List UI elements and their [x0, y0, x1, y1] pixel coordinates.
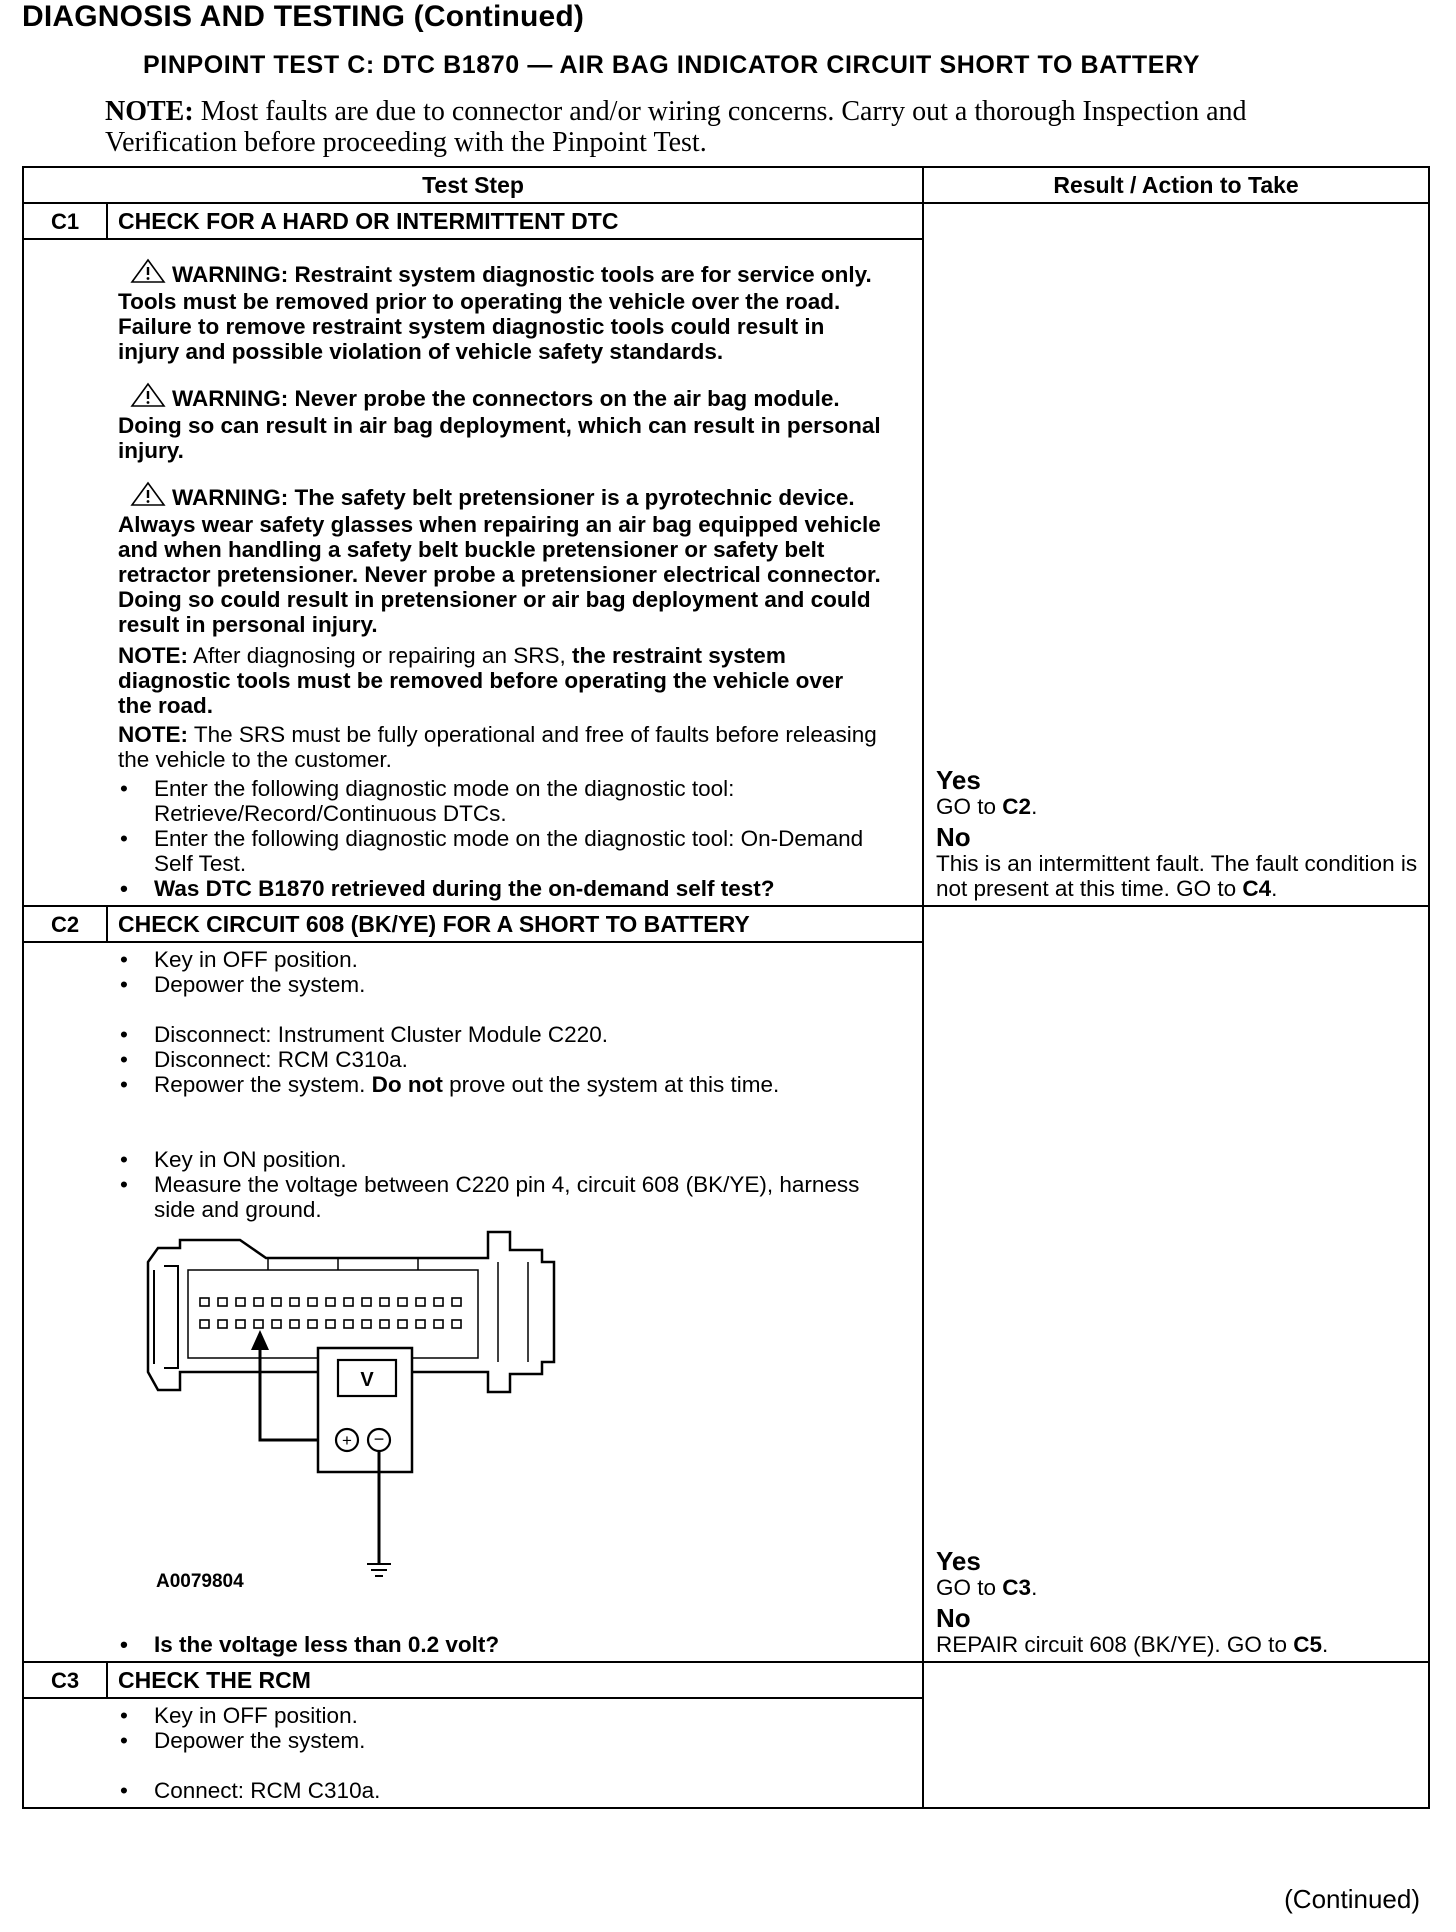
repower-text: Repower the system. — [154, 1072, 372, 1097]
yes-label-c1: Yes — [936, 765, 981, 795]
c2-bullets-c — [118, 1147, 882, 1222]
no-target-c1: C4 — [1242, 876, 1272, 901]
step-id-c2: C2 — [23, 906, 107, 942]
yes-target-c2: C3 — [1002, 1575, 1032, 1600]
intro-note-label: NOTE: — [105, 96, 194, 127]
figure-id: A0079804 — [156, 1571, 244, 1592]
list-item — [118, 1072, 882, 1097]
warning-3 — [118, 481, 882, 637]
warning-triangle-icon — [130, 481, 166, 512]
pinpoint-test-title: PINPOINT TEST C: DTC B1870 — AIR BAG INDICATOR CIRCUIT SHORT TO BATTERY — [143, 51, 1201, 79]
list-item: • Key in OFF position. — [118, 1703, 882, 1728]
step-row-c2 — [23, 906, 1429, 942]
c2-bullets-a — [118, 947, 882, 997]
step-title-c3: CHECK THE RCM — [107, 1662, 923, 1698]
warning-2 — [118, 382, 882, 463]
list-item: • Depower the system. — [118, 1728, 882, 1753]
list-item: • Disconnect: Instrument Cluster Module C220. — [118, 1022, 882, 1047]
question-c2: • Is the voltage less than 0.2 volt? — [118, 1632, 882, 1657]
step-body-c2 — [23, 942, 923, 1662]
do-not-bold: Do not — [371, 1072, 443, 1097]
list-item: • Depower the system. — [118, 972, 882, 997]
warning-3-text: WARNING: The safety belt pretensioner is a pyrotechnic device. Always wear safety glasses when repairing an air bag equipped vehicle and when handling a safety belt buckle pretensioner or safety belt retractor pretensioner. Never probe a pretensioner electrical connector. Doing so could result in pretensioner or air bag deployment and could result in personal injury. — [118, 485, 881, 637]
result-c1: Yes GO to C2. No This is an intermittent fault. The fault condition is not present at this time. GO to C4. — [923, 203, 1429, 906]
c2-bullets-b — [118, 1022, 882, 1097]
step-row-c1 — [23, 203, 1429, 239]
list-item: • Disconnect: RCM C310a. — [118, 1047, 882, 1072]
continued-label: (Continued) — [1284, 1884, 1420, 1914]
note-srs-tools — [118, 643, 882, 718]
c1-bullets — [118, 776, 882, 901]
no-target-c2: C5 — [1293, 1632, 1322, 1657]
note-label: NOTE: — [118, 643, 188, 668]
yes-text-c2: GO to — [936, 1575, 1003, 1600]
no-text-c2: REPAIR circuit 608 (BK/YE). GO to — [936, 1632, 1294, 1657]
connector-voltmeter-diagram — [118, 1222, 718, 1632]
svg-text:−: − — [373, 1429, 385, 1449]
yes-target-c1: C2 — [1002, 794, 1032, 819]
note-srs-tools-text: After diagnosing or repairing an SRS, — [188, 643, 572, 668]
no-text-c1: This is an intermittent fault. The fault condition is not present at this time. GO to — [936, 851, 1418, 901]
no-label-c1: No — [936, 822, 971, 852]
c3-bullets-a — [118, 1703, 882, 1753]
note-label: NOTE: — [118, 722, 188, 747]
header-test-step: Test Step — [23, 167, 923, 203]
c3-bullets-b — [118, 1778, 882, 1803]
list-item: • Enter the following diagnostic mode on the diagnostic tool: On-Demand Self Test. — [118, 826, 882, 876]
step-title-c1: CHECK FOR A HARD OR INTERMITTENT DTC — [107, 203, 923, 239]
warning-triangle-icon — [130, 258, 166, 289]
note-srs-operational-text: The SRS must be fully operational and free of faults before releasing the vehicle to the customer. — [118, 722, 877, 772]
intro-note-text: Most faults are due to connector and/or wiring concerns. Carry out a thorough Inspection and Verification before proceeding with the Pinpoint Test. — [105, 96, 1247, 158]
repower-text-post: prove out the system at this time. — [442, 1072, 780, 1097]
warning-1 — [118, 258, 882, 364]
header-result: Result / Action to Take — [923, 167, 1429, 203]
warning-triangle-icon — [130, 382, 166, 413]
step-body-c3 — [23, 1698, 923, 1808]
list-item: • Key in OFF position. — [118, 947, 882, 972]
list-item: • Enter the following diagnostic mode on the diagnostic tool: Retrieve/Record/Continuous DTCs. — [118, 776, 882, 826]
step-title-c2: CHECK CIRCUIT 608 (BK/YE) FOR A SHORT TO BATTERY — [107, 906, 923, 942]
result-c3 — [923, 1662, 1429, 1808]
svg-text:+: + — [342, 1431, 352, 1450]
step-row-c3 — [23, 1662, 1429, 1698]
list-item: • Measure the voltage between C220 pin 4, circuit 608 (BK/YE), harness side and ground. — [118, 1172, 882, 1222]
result-c2: Yes GO to C3. No REPAIR circuit 608 (BK/YE). GO to C5. — [923, 906, 1429, 1662]
page-title: DIAGNOSIS AND TESTING (Continued) — [22, 0, 585, 33]
intro-note — [105, 96, 1255, 158]
yes-text-c1: GO to — [936, 794, 1003, 819]
table-header-row — [23, 167, 1429, 203]
step-id-c3: C3 — [23, 1662, 107, 1698]
c2-bullets-d — [118, 1632, 882, 1657]
warning-2-text: WARNING: Never probe the connectors on the air bag module. Doing so can result in air bag deployment, which can result in personal injury. — [118, 386, 881, 463]
warning-1-text: WARNING: Restraint system diagnostic tools are for service only. Tools must be removed prior to operating the vehicle over the road. Failure to remove restraint system diagnostic tools could result in injury and possible violation of vehicle safety standards. — [118, 262, 872, 364]
step-id-c1: C1 — [23, 203, 107, 239]
voltmeter-diagram-illustration — [118, 1222, 718, 1592]
no-label-c2: No — [936, 1603, 971, 1633]
list-item: • Connect: RCM C310a. — [118, 1778, 882, 1803]
list-item: • Key in ON position. — [118, 1147, 882, 1172]
yes-label-c2: Yes — [936, 1546, 981, 1576]
step-body-c1 — [23, 239, 923, 906]
voltmeter-label: V — [360, 1369, 374, 1391]
question-c1: • Was DTC B1870 retrieved during the on-demand self test? — [118, 876, 882, 901]
note-srs-tools-bold: the restraint system diagnostic tools must be removed before operating the vehicle over the road. — [118, 643, 844, 718]
pinpoint-test-table — [22, 166, 1430, 1809]
note-srs-operational — [118, 722, 882, 772]
